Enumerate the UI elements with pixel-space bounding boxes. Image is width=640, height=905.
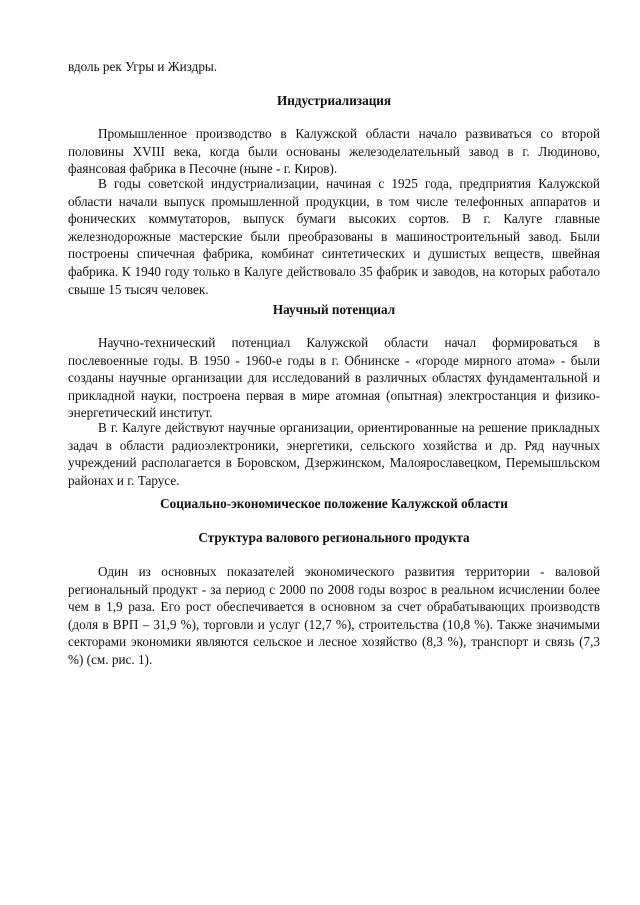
section-heading-industrialization: Индустриализация (276, 93, 392, 108)
paragraph-grp-structure: Один из основных показателей экономического развития территории - валовой региональный продукт - за период с 2000 по 2008 годы возрос в реальном исчислении более чем в 1,9 раза. Его рост обеспечивается в основном за счет обрабатывающих производств (доля в ВРП – 31,9 %), торговли и услуг (12,7 %), строительства (10,8 %). Также значимыми секторами экономики являются сельское и лесное хозяйство (8,3 %), транспорт и связь (7,3 %) (см. рис. 1). (68, 564, 600, 667)
section-heading-scientific-potential: Научный потенциал (272, 302, 396, 317)
paragraph-scientific-potential-obninsk: Научно-технический потенциал Калужской области начал формироваться в послевоенные годы. В 1950 - 1960-е годы в г. Обнинске - «городе мирного атома» - были созданы научные организации для исследований в различных областях фундаментальной и прикладной науки, построена первая в мире атомная (опытная) электростанция и физико-энергетический институт. (68, 335, 600, 421)
paragraph-kaluga-science-organizations: В г. Калуге действуют научные организации, ориентированные на решение прикладных задач в области радиоэлектроники, энергетики, сельского хозяйства и др. Ряд научных учреждений располагается в Боровском, Дзержинском, Малоярославецком, Перемышльском районах и г. Тарусе. (68, 420, 600, 488)
section-heading-socioeconomic-position: Социально-экономическое положение Калужской области (160, 496, 508, 511)
section-heading-grp-structure: Структура валового регионального продукта (198, 530, 470, 545)
opening-line: вдоль рек Угры и Жиздры. (68, 59, 218, 74)
paragraph-soviet-industrialization: В годы советской индустриализации, начиная с 1925 года, предприятия Калужской области начали выпуск промышленной продукции, в том числе телефонных аппаратов и фонических коммутаторов, выпуск бумаги высоких сортов. В г. Калуге главные железнодорожные мастерские были преобразованы в машиностроительный завод. Были построены спичечная фабрика, комбинат синтетических и душистых веществ, швейная фабрика. К 1940 году только в Калуге действовало 35 фабрик и заводов, на которых работало свыше 15 тысяч человек. (68, 176, 600, 297)
paragraph-industrial-history: Промышленное производство в Калужской области начало развиваться со второй половины XVIII века, когда были основаны железоделательный завод в г. Людиново, фаянсовая фабрика в Песочне (ныне - г. Киров). (68, 126, 600, 177)
